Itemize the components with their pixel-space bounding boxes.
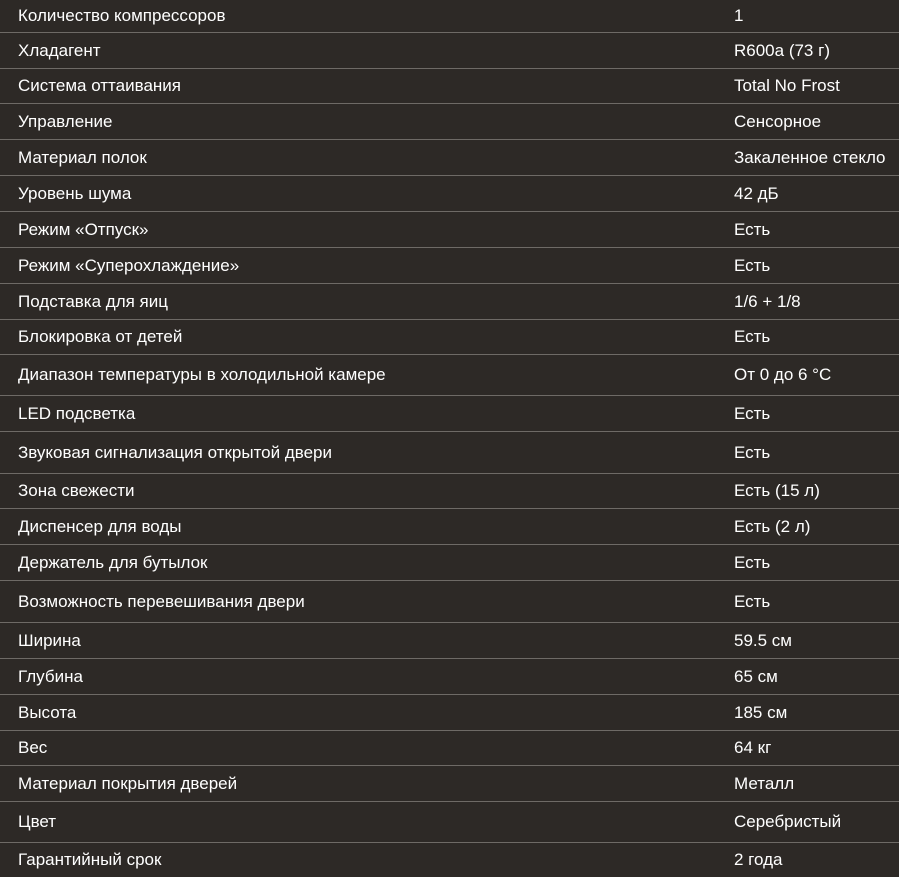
spec-label: Диспенсер для воды	[18, 516, 182, 536]
spec-value: Серебристый	[734, 812, 842, 831]
spec-row	[0, 284, 899, 320]
spec-value: Сенсорное	[734, 111, 822, 131]
spec-value: Металл	[734, 773, 795, 793]
spec-label: Блокировка от детей	[18, 327, 183, 346]
spec-row	[0, 69, 899, 104]
spec-value: 64 кг	[734, 738, 772, 757]
spec-row	[0, 355, 899, 396]
spec-row	[0, 843, 899, 877]
spec-label: Зона свежести	[18, 481, 135, 500]
spec-row	[0, 176, 899, 212]
spec-value: Есть	[734, 552, 771, 572]
spec-row	[0, 33, 899, 69]
spec-row	[0, 802, 899, 843]
spec-label: Диапазон температуры в холодильной камере	[18, 365, 386, 384]
spec-label: Подставка для яиц	[18, 291, 168, 311]
spec-row	[0, 320, 899, 355]
spec-value: Есть (15 л)	[734, 481, 820, 500]
spec-value: 2 года	[734, 850, 783, 869]
spec-label: Возможность перевешивания двери	[18, 591, 305, 611]
spec-row	[0, 104, 899, 140]
spec-label: Глубина	[18, 666, 83, 686]
spec-value: Есть	[734, 403, 771, 423]
spec-row	[0, 474, 899, 509]
spec-value: Есть	[734, 219, 771, 239]
spec-value: R600a (73 г)	[734, 40, 830, 60]
spec-value: 42 дБ	[734, 183, 779, 203]
spec-row	[0, 212, 899, 248]
spec-row	[0, 659, 899, 695]
spec-value: Total No Frost	[734, 76, 840, 95]
spec-value: Есть	[734, 591, 771, 611]
spec-label: Звуковая сигнализация открытой двери	[18, 442, 333, 462]
spec-row	[0, 432, 899, 474]
spec-value: 185 см	[734, 702, 788, 722]
spec-label: Количество компрессоров	[18, 6, 226, 25]
spec-label: Цвет	[18, 812, 57, 831]
spec-label: Система оттаивания	[18, 76, 181, 95]
spec-label: LED подсветка	[18, 403, 136, 423]
spec-value: Есть	[734, 442, 771, 462]
spec-value: 59.5 см	[734, 630, 792, 650]
spec-row	[0, 623, 899, 659]
spec-label: Гарантийный срок	[18, 850, 162, 869]
spec-label: Высота	[18, 702, 77, 722]
spec-row	[0, 731, 899, 766]
spec-row	[0, 248, 899, 284]
spec-row	[0, 545, 899, 581]
spec-row	[0, 766, 899, 802]
spec-label: Материал полок	[18, 147, 147, 167]
spec-label: Материал покрытия дверей	[18, 773, 238, 793]
spec-value: Есть	[734, 255, 771, 275]
spec-label: Хладагент	[18, 40, 101, 60]
spec-label: Уровень шума	[18, 183, 132, 203]
spec-value: Есть	[734, 327, 771, 346]
spec-value: 65 см	[734, 666, 778, 686]
spec-value: Есть (2 л)	[734, 516, 811, 536]
spec-label: Режим «Отпуск»	[18, 219, 149, 239]
spec-label: Вес	[18, 738, 48, 757]
spec-label: Управление	[18, 111, 113, 131]
spec-value: 1	[734, 6, 744, 25]
spec-label: Ширина	[18, 630, 81, 650]
spec-row	[0, 509, 899, 545]
spec-row	[0, 695, 899, 731]
spec-row	[0, 0, 899, 33]
spec-value: 1/6 + 1/8	[734, 291, 801, 311]
spec-row	[0, 581, 899, 623]
spec-row	[0, 396, 899, 432]
spec-row	[0, 140, 899, 176]
spec-value: От 0 до 6 °C	[734, 365, 832, 384]
spec-value: Закаленное стекло	[734, 147, 886, 167]
spec-label: Держатель для бутылок	[18, 552, 208, 572]
spec-label: Режим «Суперохлаждение»	[18, 255, 240, 275]
